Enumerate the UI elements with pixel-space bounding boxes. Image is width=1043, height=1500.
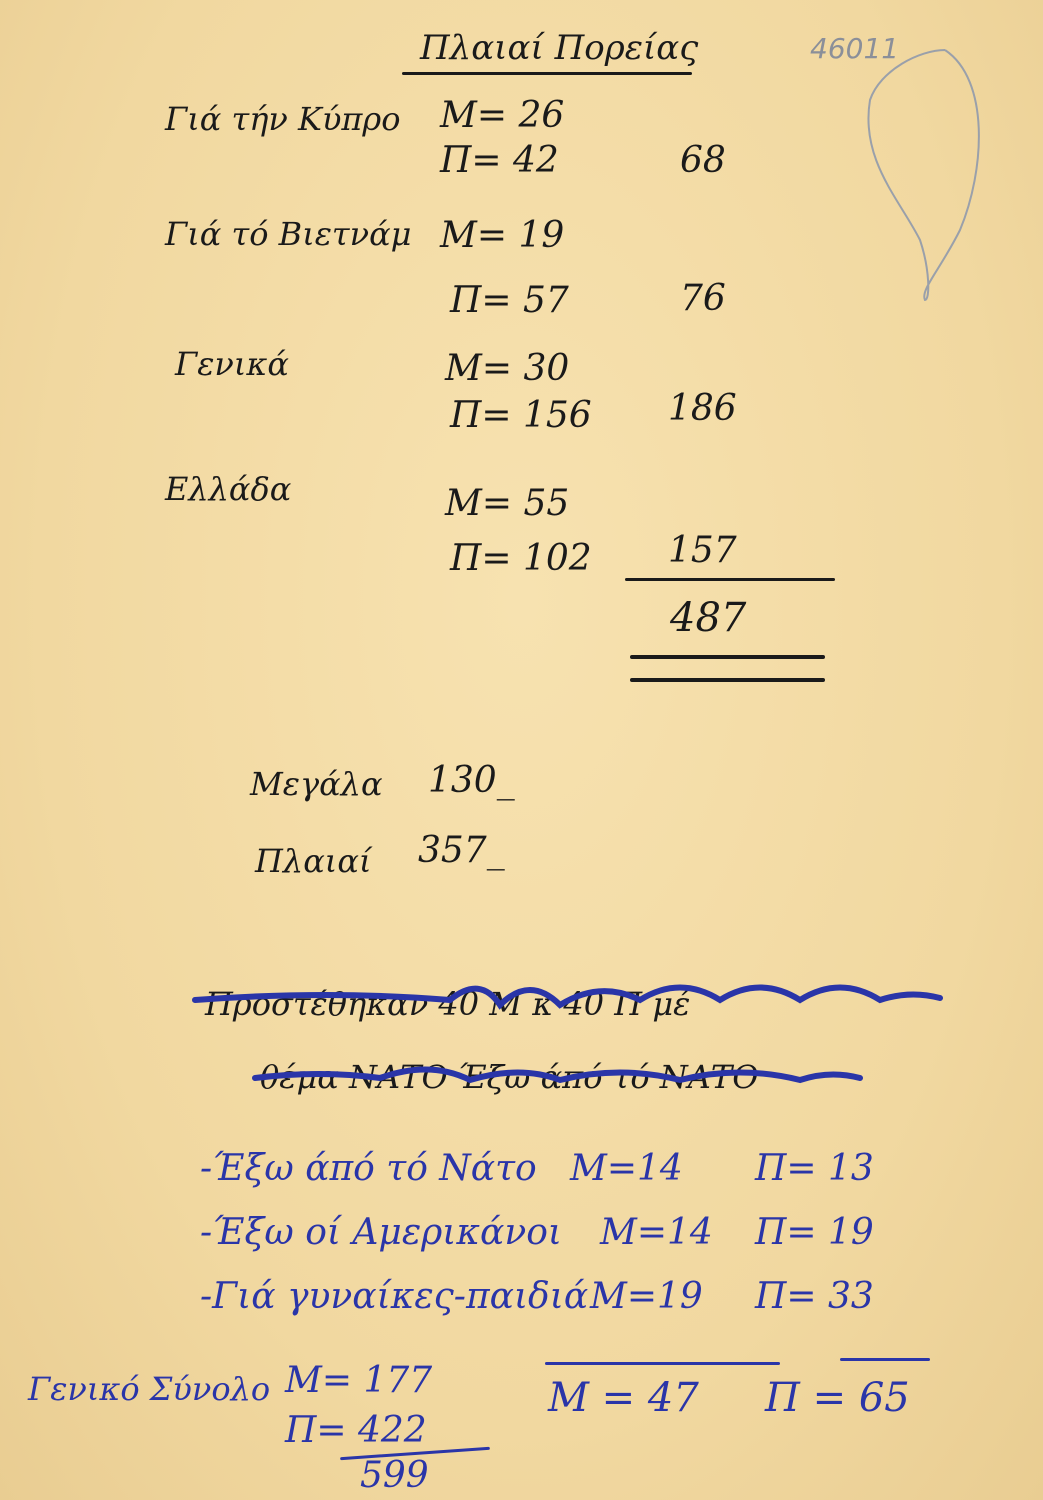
group-p-cyprus: Π= 42 [440,140,559,181]
group-label-general: Γενικά [175,345,289,383]
blue-total-p: Π = 65 [765,1375,910,1421]
blue-row-p-women: Π= 33 [755,1276,874,1317]
group-p-greece: Π= 102 [450,538,592,579]
blue-row-label-americans: -Έξω οί Αμερικάνοι [200,1212,563,1253]
group-p-general: Π= 156 [450,395,592,436]
blue-row-m-americans: Μ=14 [600,1212,713,1253]
blue-sum-line-m [545,1362,780,1365]
group-m-greece: Μ= 55 [445,483,570,524]
blue-total-m: Μ = 47 [548,1375,699,1421]
archive-number: 46011 [810,32,900,65]
summary-label-small: Πλαιαί [255,842,372,880]
group-total-greece: 157 [668,530,737,571]
scribble-line-1 [195,988,940,1006]
group-total-cyprus: 68 [680,140,726,181]
group-m-cyprus: Μ= 26 [440,95,565,136]
group-label-vietnam: Γιά τό Βιετνάμ [165,215,412,253]
summary-value-small: 357_ [418,830,505,871]
blue-row-p-nato: Π= 13 [755,1148,874,1189]
group-total-general: 186 [668,388,737,429]
overall-m: Μ= 177 [285,1360,433,1401]
group-p-vietnam: Π= 57 [450,280,569,321]
group-total-vietnam: 76 [680,278,726,319]
blue-row-label-nato: -Έξω άπό τό Νάτο [200,1148,537,1189]
blue-sum-line-p [840,1358,930,1361]
page-title: Πλαιαί Πορείας [420,28,699,68]
blue-row-p-americans: Π= 19 [755,1212,874,1253]
summary-value-large: 130_ [428,760,515,801]
blue-row-m-nato: Μ=14 [570,1148,683,1189]
overall-label: Γενικό Σύνολο [28,1370,271,1408]
group-m-vietnam: Μ= 19 [440,215,565,256]
group-label-cyprus: Γιά τήν Κύπρο [165,100,401,138]
grand-total: 487 [670,595,747,641]
overall-p: Π= 422 [285,1410,427,1451]
blue-row-label-women: -Γιά γυναίκες-παιδιά [200,1276,589,1317]
blue-row-m-women: Μ=19 [590,1276,703,1317]
struck-line-1: Προστέθηκαν 40 Μ κ 40 Π μέ [205,985,691,1023]
overall-sum: 599 [360,1455,429,1496]
summary-label-large: Μεγάλα [250,765,383,803]
struck-line-2: θέμα ΝΑΤΟ Έξω άπό τό ΝΑΤΟ [260,1058,759,1096]
scribble-line-2 [255,1069,860,1080]
group-m-general: Μ= 30 [445,348,570,389]
group-label-greece: Ελλάδα [165,470,292,508]
